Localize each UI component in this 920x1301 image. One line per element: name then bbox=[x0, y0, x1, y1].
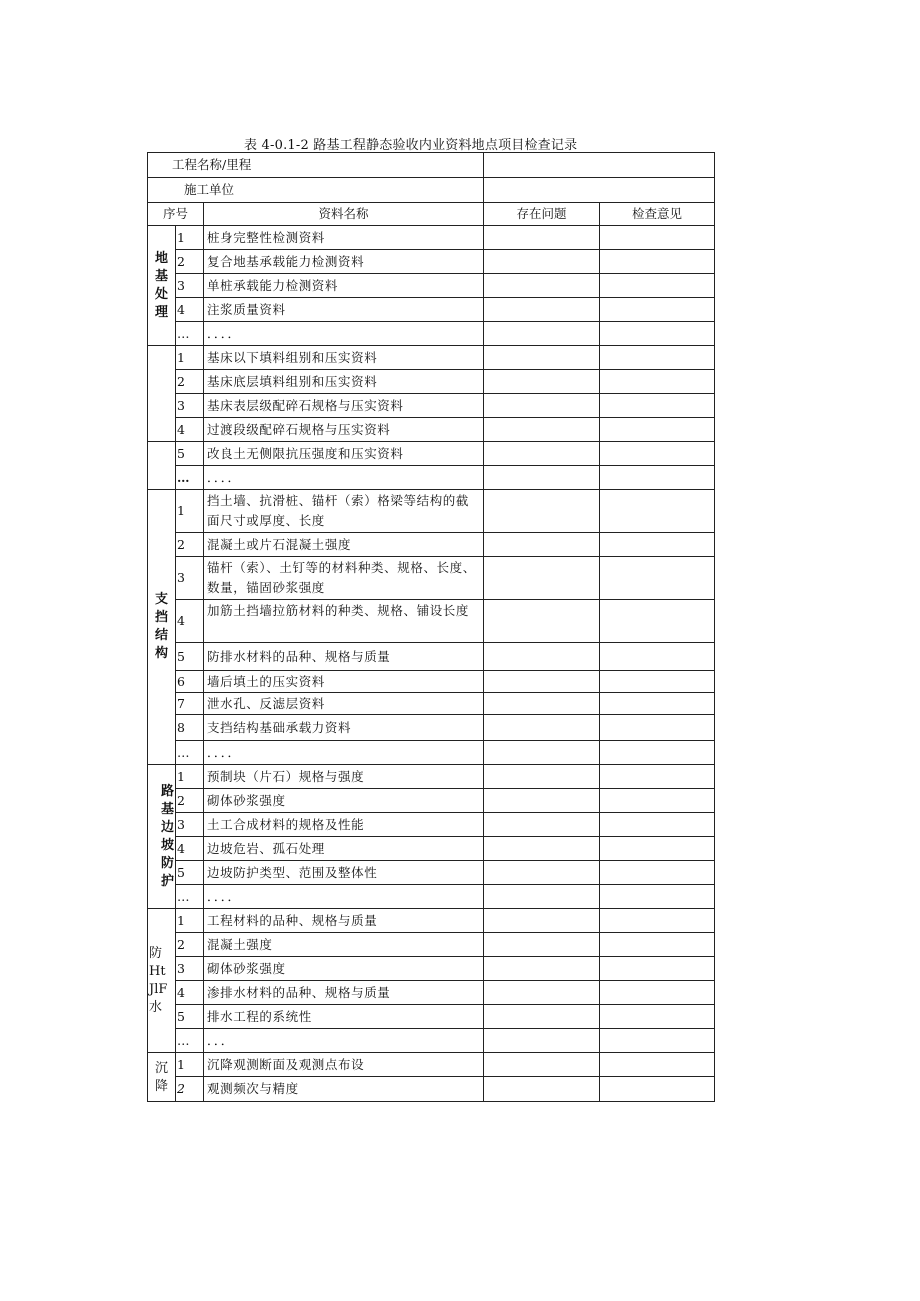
table-row bbox=[148, 298, 715, 322]
table-row bbox=[148, 789, 715, 813]
table-row bbox=[148, 861, 715, 885]
table-row bbox=[148, 837, 715, 861]
table-row bbox=[148, 643, 715, 671]
col-header-no: 序号 bbox=[148, 203, 204, 226]
issue-cell[interactable] bbox=[484, 1005, 600, 1029]
opinion-cell[interactable] bbox=[600, 490, 715, 533]
item-name: 桩身完整性检测资料 bbox=[204, 226, 484, 250]
table-row bbox=[148, 1005, 715, 1029]
row-number: 5 bbox=[176, 643, 204, 671]
table-row bbox=[148, 533, 715, 557]
issue-cell[interactable] bbox=[484, 533, 600, 557]
item-name: 支挡结构基础承载力资料 bbox=[204, 715, 484, 741]
row-number: 7 bbox=[176, 693, 204, 715]
issue-cell[interactable] bbox=[484, 466, 600, 490]
row-number: 4 bbox=[176, 981, 204, 1005]
issue-cell[interactable] bbox=[484, 909, 600, 933]
opinion-cell[interactable] bbox=[600, 346, 715, 370]
col-header-issue: 存在问题 bbox=[484, 203, 600, 226]
table-row bbox=[148, 394, 715, 418]
row-number: 3 bbox=[176, 957, 204, 981]
opinion-cell[interactable] bbox=[600, 1005, 715, 1029]
opinion-cell[interactable] bbox=[600, 322, 715, 346]
row-number: 2 bbox=[176, 370, 204, 394]
col-header-opinion: 检查意见 bbox=[600, 203, 715, 226]
table-row bbox=[148, 274, 715, 298]
category-support: 支挡结构 bbox=[148, 490, 176, 765]
category-blank bbox=[148, 346, 176, 442]
item-name: 基床表层级配碎石规格与压实资料 bbox=[204, 394, 484, 418]
row-number: 2 bbox=[176, 1077, 204, 1102]
item-name: 边坡防护类型、范围及整体性 bbox=[204, 861, 484, 885]
item-name: 预制块（片石）规格与强度 bbox=[204, 765, 484, 789]
issue-cell[interactable] bbox=[484, 861, 600, 885]
construction-unit-value-cell[interactable] bbox=[484, 178, 715, 203]
opinion-cell[interactable] bbox=[600, 643, 715, 671]
table-row bbox=[148, 466, 715, 490]
item-name: 排水工程的系统性 bbox=[204, 1005, 484, 1029]
item-name: 混凝土强度 bbox=[204, 933, 484, 957]
table-row bbox=[148, 1077, 715, 1102]
row-number: … bbox=[176, 885, 204, 909]
item-name: 工程材料的品种、规格与质量 bbox=[204, 909, 484, 933]
opinion-cell[interactable] bbox=[600, 226, 715, 250]
item-name: 基床以下填料组别和压实资料 bbox=[204, 346, 484, 370]
issue-cell[interactable] bbox=[484, 957, 600, 981]
category-drainage: 防Ht JlF水 bbox=[148, 909, 176, 1053]
item-name: ．．．． bbox=[204, 741, 484, 765]
issue-cell[interactable] bbox=[484, 1029, 600, 1053]
row-number: … bbox=[176, 741, 204, 765]
row-number: 4 bbox=[176, 298, 204, 322]
item-name: ．．． bbox=[204, 1029, 484, 1053]
issue-cell[interactable] bbox=[484, 671, 600, 693]
issue-cell[interactable] bbox=[484, 346, 600, 370]
row-number: 1 bbox=[176, 490, 204, 533]
row-number: 3 bbox=[176, 394, 204, 418]
item-name: 沉降观测断面及观测点布设 bbox=[204, 1053, 484, 1077]
item-name: 改良土无侧限抗压强度和压实资料 bbox=[204, 442, 484, 466]
project-name-label: 工程名称/里程 bbox=[148, 153, 484, 178]
row-number: … bbox=[176, 466, 204, 490]
table-row bbox=[148, 557, 715, 600]
issue-cell[interactable] bbox=[484, 394, 600, 418]
opinion-cell[interactable] bbox=[600, 533, 715, 557]
item-name: 复合地基承载能力检测资料 bbox=[204, 250, 484, 274]
table-row bbox=[148, 813, 715, 837]
table-row bbox=[148, 418, 715, 442]
table-row bbox=[148, 741, 715, 765]
opinion-cell[interactable] bbox=[600, 715, 715, 741]
opinion-cell[interactable] bbox=[600, 909, 715, 933]
row-number: 3 bbox=[176, 274, 204, 298]
item-name: 边坡危岩、孤石处理 bbox=[204, 837, 484, 861]
issue-cell[interactable] bbox=[484, 274, 600, 298]
table-row bbox=[148, 981, 715, 1005]
issue-cell[interactable] bbox=[484, 813, 600, 837]
opinion-cell[interactable] bbox=[600, 466, 715, 490]
issue-cell[interactable] bbox=[484, 322, 600, 346]
row-number: 3 bbox=[176, 813, 204, 837]
table-row bbox=[148, 1029, 715, 1053]
row-number: 6 bbox=[176, 671, 204, 693]
item-name: 防排水材料的品种、规格与质量 bbox=[204, 643, 484, 671]
opinion-cell[interactable] bbox=[600, 442, 715, 466]
item-name: ．．．． bbox=[204, 322, 484, 346]
item-name: 挡土墙、抗滑桩、锚杆（索）格梁等结构的截面尺寸或厚度、长度 bbox=[204, 490, 484, 533]
inspection-record-table bbox=[147, 152, 715, 1102]
item-name: 观测频次与精度 bbox=[204, 1077, 484, 1102]
issue-cell[interactable] bbox=[484, 741, 600, 765]
category-settlement: 沉降 bbox=[148, 1053, 176, 1102]
row-number: 2 bbox=[176, 789, 204, 813]
table-row bbox=[148, 226, 715, 250]
table-row bbox=[148, 693, 715, 715]
opinion-cell[interactable] bbox=[600, 394, 715, 418]
item-name: 渗排水材料的品种、规格与质量 bbox=[204, 981, 484, 1005]
opinion-cell[interactable] bbox=[600, 1053, 715, 1077]
opinion-cell[interactable] bbox=[600, 693, 715, 715]
item-name: 基床底层填料组别和压实资料 bbox=[204, 370, 484, 394]
issue-cell[interactable] bbox=[484, 442, 600, 466]
row-number: … bbox=[176, 1029, 204, 1053]
opinion-cell[interactable] bbox=[600, 885, 715, 909]
table-row bbox=[148, 322, 715, 346]
row-number: 5 bbox=[176, 442, 204, 466]
opinion-cell[interactable] bbox=[600, 557, 715, 600]
issue-cell[interactable] bbox=[484, 885, 600, 909]
category-slope: 路基边坡防护 bbox=[148, 765, 176, 909]
table-row bbox=[148, 765, 715, 789]
opinion-cell[interactable] bbox=[600, 274, 715, 298]
col-header-name: 资料名称 bbox=[204, 203, 484, 226]
item-name: 注浆质量资料 bbox=[204, 298, 484, 322]
row-number: 1 bbox=[176, 226, 204, 250]
table-row bbox=[148, 1053, 715, 1077]
opinion-cell[interactable] bbox=[600, 813, 715, 837]
item-name: 混凝土或片石混凝土强度 bbox=[204, 533, 484, 557]
table-row bbox=[148, 600, 715, 643]
row-number: 2 bbox=[176, 933, 204, 957]
issue-cell[interactable] bbox=[484, 643, 600, 671]
row-number: 1 bbox=[176, 1053, 204, 1077]
opinion-cell[interactable] bbox=[600, 933, 715, 957]
item-name: 砌体砂浆强度 bbox=[204, 957, 484, 981]
issue-cell[interactable] bbox=[484, 1077, 600, 1102]
issue-cell[interactable] bbox=[484, 226, 600, 250]
item-name: 墙后填土的压实资料 bbox=[204, 671, 484, 693]
opinion-cell[interactable] bbox=[600, 765, 715, 789]
table-row bbox=[148, 442, 715, 466]
row-number: 1 bbox=[176, 909, 204, 933]
opinion-cell[interactable] bbox=[600, 957, 715, 981]
row-number: … bbox=[176, 322, 204, 346]
row-number: 5 bbox=[176, 861, 204, 885]
opinion-cell[interactable] bbox=[600, 1029, 715, 1053]
item-name: 加筋土挡墙拉筋材料的种类、规格、铺设长度 bbox=[204, 600, 484, 643]
category-blank bbox=[148, 442, 176, 490]
issue-cell[interactable] bbox=[484, 600, 600, 643]
row-number: 1 bbox=[176, 765, 204, 789]
row-number: 5 bbox=[176, 1005, 204, 1029]
construction-unit-label: 施工单位 bbox=[148, 178, 484, 203]
issue-cell[interactable] bbox=[484, 789, 600, 813]
row-number: 4 bbox=[176, 600, 204, 643]
table-row bbox=[148, 909, 715, 933]
row-number: 8 bbox=[176, 715, 204, 741]
opinion-cell[interactable] bbox=[600, 298, 715, 322]
issue-cell[interactable] bbox=[484, 557, 600, 600]
table-row bbox=[148, 370, 715, 394]
issue-cell[interactable] bbox=[484, 693, 600, 715]
issue-cell[interactable] bbox=[484, 933, 600, 957]
opinion-cell[interactable] bbox=[600, 741, 715, 765]
unit-row bbox=[148, 178, 715, 203]
opinion-cell[interactable] bbox=[600, 789, 715, 813]
table-row bbox=[148, 957, 715, 981]
item-name: 砌体砂浆强度 bbox=[204, 789, 484, 813]
table-row bbox=[148, 250, 715, 274]
issue-cell[interactable] bbox=[484, 298, 600, 322]
issue-cell[interactable] bbox=[484, 1053, 600, 1077]
issue-cell[interactable] bbox=[484, 765, 600, 789]
category-foundation: 地基处理 bbox=[148, 226, 176, 346]
issue-cell[interactable] bbox=[484, 418, 600, 442]
table-row bbox=[148, 885, 715, 909]
issue-cell[interactable] bbox=[484, 490, 600, 533]
opinion-cell[interactable] bbox=[600, 1077, 715, 1102]
opinion-cell[interactable] bbox=[600, 837, 715, 861]
project-name-value-cell[interactable] bbox=[484, 153, 715, 178]
row-number: 4 bbox=[176, 418, 204, 442]
table-row bbox=[148, 490, 715, 533]
item-name: 过渡段级配碎石规格与压实资料 bbox=[204, 418, 484, 442]
row-number: 4 bbox=[176, 837, 204, 861]
row-number: 1 bbox=[176, 346, 204, 370]
issue-cell[interactable] bbox=[484, 370, 600, 394]
opinion-cell[interactable] bbox=[600, 981, 715, 1005]
document-title: 表 4-0.1-2 路基工程静态验收内业资料地点项目检查记录 bbox=[244, 138, 578, 153]
table-row bbox=[148, 346, 715, 370]
item-name: 锚杆（索）、土钉等的材料种类、规格、长度、数量，锚固砂浆强度 bbox=[204, 557, 484, 600]
item-name: 土工合成材料的规格及性能 bbox=[204, 813, 484, 837]
table-row bbox=[148, 671, 715, 693]
column-header-row bbox=[148, 203, 715, 226]
issue-cell[interactable] bbox=[484, 250, 600, 274]
opinion-cell[interactable] bbox=[600, 250, 715, 274]
row-number: 2 bbox=[176, 533, 204, 557]
opinion-cell[interactable] bbox=[600, 370, 715, 394]
item-name: ．．．． bbox=[204, 466, 484, 490]
opinion-cell[interactable] bbox=[600, 600, 715, 643]
row-number: 2 bbox=[176, 250, 204, 274]
issue-cell[interactable] bbox=[484, 715, 600, 741]
item-name: ．．．． bbox=[204, 885, 484, 909]
table-row bbox=[148, 715, 715, 741]
table-row bbox=[148, 933, 715, 957]
project-row bbox=[148, 153, 715, 178]
item-name: 单桩承载能力检测资料 bbox=[204, 274, 484, 298]
opinion-cell[interactable] bbox=[600, 861, 715, 885]
row-number: 3 bbox=[176, 557, 204, 600]
issue-cell[interactable] bbox=[484, 981, 600, 1005]
issue-cell[interactable] bbox=[484, 837, 600, 861]
opinion-cell[interactable] bbox=[600, 671, 715, 693]
item-name: 泄水孔、反滤层资料 bbox=[204, 693, 484, 715]
opinion-cell[interactable] bbox=[600, 418, 715, 442]
